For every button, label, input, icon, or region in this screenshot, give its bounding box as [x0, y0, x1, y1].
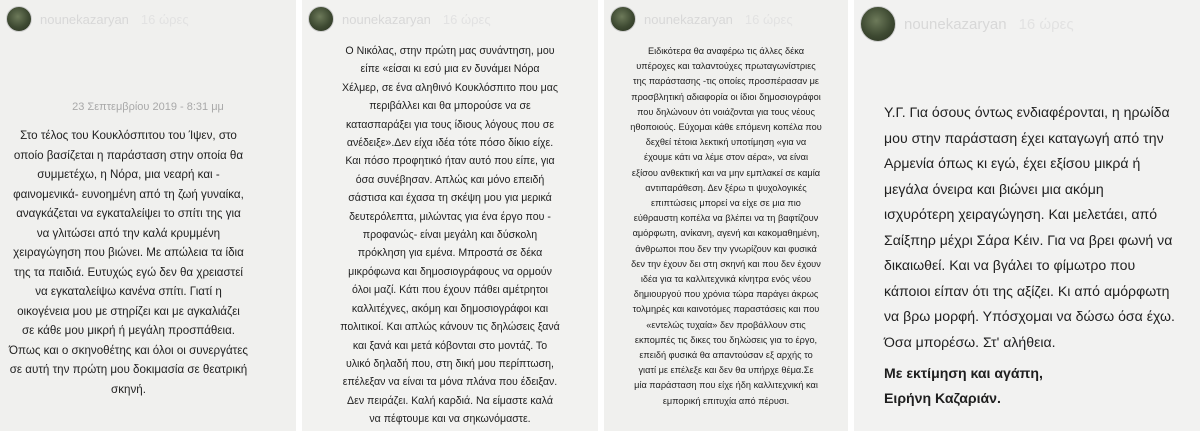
signature: Με εκτίμηση και αγάπη, Ειρήνη Καζαριάν. [884, 365, 1043, 406]
avatar[interactable] [610, 6, 636, 32]
avatar[interactable] [308, 6, 334, 32]
story-text: Ειδικότερα θα αναφέρω τις άλλες δέκα υπέροχες και ταλαντούχες πρωταγωνίστριες της παράστασης -τις οποίες προσπέρασαν με προσβλητική αδιαφορία οι ίδιοι δημοσιογράφοι που δηλώνουν ότι νοιάζονται για τους νέους ηθοποιούς. Εύχομαι κάθε επόμενη κοπέλα που δεχθεί τέτοια λεκτική υποτίμηση «για να έχουμε κάτι να λέμε στον αέρα», να είναι εξίσου ανθεκτική και να μην εμπλακεί σε καμία αντιπαράθεση. Δεν ξέρω τι ψυχολογικές επιπτώσεις μπορεί να είχε σε μια πιο εύθραυστη κοπέλα να βλέπει να τη βαφτίζουν αμόρφωτη, ανίκανη, αγενή και κακομαθημένη, άνθρωποι που δεν την γνωρίζουν και φυσικά δεν την έχουν δει στη σκηνή και που δεν έχουν ιδέα για τα καλλιτεχνικά κίνητρα ενός νέου δημιουργού που χρόνια τώρα παράγει άκρως τολμηρές και καινοτόμες παραστάσεις και που «εντελώς τυχαία» δεν προβάλλουν στις εκπομπές τις δικες του δηλώσεις για το έργο, επειδή φυσικά θα απαντούσαν εξ αρχής το γιατί με επέλεξε και δεν θα υπήρχε θέμα.Σε μία παράσταση που είχε ήδη καλλιτεχνική και εμπορική επιτυχία από πέρυσι. [630, 46, 822, 406]
story-panel-1[interactable] [0, 0, 296, 431]
story-header [860, 6, 1074, 42]
post-time: 16 ώρες [140, 11, 189, 27]
story-header [6, 6, 189, 32]
note-date: 23 Σεπτεμβρίου 2019 - 8:31 μμ [72, 101, 224, 113]
username[interactable]: nounekazaryan [904, 15, 1007, 33]
story-header [610, 6, 793, 32]
post-time: 16 ώρες [744, 11, 793, 27]
post-time: 16 ώρες [1018, 15, 1074, 33]
avatar[interactable] [860, 6, 896, 42]
story-panel-4[interactable] [854, 0, 1200, 431]
story-panel-2[interactable] [302, 0, 598, 431]
story-text: Υ.Γ. Για όσους όντως ενδιαφέρονται, η ηρωίδα μου στην παράσταση έχει καταγωγή από την Αρμενία όπως κι εγώ, έχει εξίσου μικρά ή μεγάλα όνειρα και βιώνει μια ακόμη ισχυρότερη χειραγώγηση. Και μελετάει, από Σαίξπηρ μέχρι Σάρα Κέιν. Για να βρει φωνή να δικαιωθεί. Και να βγάλει το φίμωτρο που κάποιοι είπαν ότι της αξίζει. Κι από αμόρφωτη να βρω μορφή. Υπόσχομαι να δώσω όσα έχω. Όσα μπορέσω. Στ' αλήθεια. [884, 104, 1175, 350]
username[interactable]: nounekazaryan [40, 11, 129, 27]
story-panel-3[interactable] [604, 0, 848, 431]
story-header [308, 6, 491, 32]
story-text: Στο τέλος του Κουκλόσπιτου του Ίψεν, στο οποίο βασίζεται η παράσταση στην οποία θα συμμετέχω, η Νόρα, μια νεαρή και - φαινομενικά- ευνοημένη από τη ζωή γυναίκα, αναγκάζεται να εγκαταλείψει το σπίτι της για να γλιτώσει από την καλά κρυμμένη χειραγώγηση που βιώνει. Με απώλεια τα ίδια της τα παιδιά. Ευτυχώς εγώ δεν θα χρειαστεί να εγκαταλείψω κανένα σπίτι. Γιατί η οικογένεια μου με στηρίζει και με αγκαλιάζει σε κάθε μου μικρή ή μεγάλη προσπάθεια. Όπως και ο σκηνοθέτης και όλοι οι συνεργάτες σε αυτή την πρώτη μου δοκιμασία σε θεατρική σκηνή. [9, 129, 248, 396]
username[interactable]: nounekazaryan [644, 11, 733, 27]
avatar[interactable] [6, 6, 32, 32]
username[interactable]: nounekazaryan [342, 11, 431, 27]
story-text: Ο Νικόλας, στην πρώτη μας συνάντηση, μου είπε «είσαι κι εσύ μια εν δυνάμει Νόρα Χέλμερ, σε ένα αληθινό Κουκλόσπιτο που μας περιβάλλει και θα μπορούσε να σε κατασπαράξει για τους ίδιους λόγους που σε ανέδειξε».Δεν είχα ιδέα τότε πόσο δίκιο είχε. Και πόσο προφητικό ήταν αυτό που είπε, για όσα συνέβησαν. Απλώς και μόνο επειδή σάστισα και έχασα τη σκέψη μου για μερικά δευτερόλεπτα, μιλώντας για ένα έργο που - προφανώς- είναι μεγάλη και δύσκολη πρόκληση για εμένα. Μπροστά σε δέκα μικρόφωνα και δημοσιογράφους να ορμούν όλοι μαζί. Κάτι που έχουν πάθει αμέτρητοι καλλιτέχνες, ακόμη και δημοσιογράφοι και πολιτικοί. Και απλώς κάνουν τις δηλώσεις ξανά και ξανά και μετά κόβονται στο μοντάζ. Το υλικό δηλαδή που, στη δική μου περίπτωση, επέλεξαν να είναι τα μόνα πλάνα που έδειξαν. Δεν πειράζει. Καλή καρδιά. Να είμαστε καλά να πέφτουμε και να σηκωνόμαστε. [340, 45, 560, 426]
post-time: 16 ώρες [442, 11, 491, 27]
